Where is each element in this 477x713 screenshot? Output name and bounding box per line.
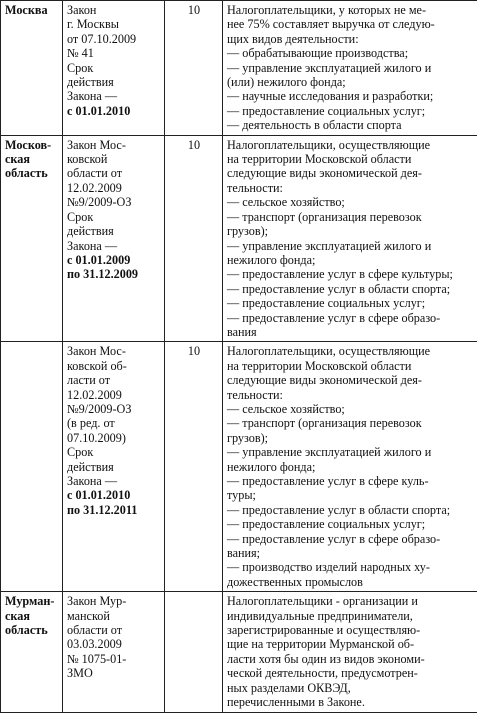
condition-line: — сельское хозяйство; [227, 195, 474, 209]
law-reference-line: Закона — [67, 239, 161, 253]
condition-line: индивидуальные предприниматели, [227, 609, 474, 623]
condition-line: — сельское хозяйство; [227, 402, 474, 416]
condition-line: — предоставление услуг в сфере куль- [227, 474, 474, 488]
law-reference-line: №9/2009-ОЗ [67, 402, 161, 416]
rate-cell: 10 [165, 1, 223, 136]
region-name-line: ская [5, 152, 59, 166]
condition-line: ческой деятельности, предусмотрен- [227, 666, 474, 680]
condition-line: — предоставление услуг в области спорта; [227, 282, 474, 296]
condition-line: ных разделами ОКВЭД, [227, 681, 474, 695]
law-reference-line: Закона — [67, 89, 161, 103]
law-reference-line: Срок [67, 445, 161, 459]
condition-line: туры; [227, 488, 474, 502]
law-reference-line: Закон [67, 3, 161, 17]
law-reference-line: с 01.01.2010 [67, 488, 161, 502]
law-cell [63, 592, 165, 712]
law-reference-line: ковской об- [67, 359, 161, 373]
condition-line: грузов); [227, 431, 474, 445]
condition-line: — транспорт (организация перевозок [227, 416, 474, 430]
region-cell [1, 135, 63, 342]
condition-line: дожественных промыслов [227, 575, 474, 589]
condition-line: — деятельность в области спорта [227, 118, 474, 132]
condition-line: следующие виды экономической дея- [227, 166, 474, 180]
law-reference-line: области от [67, 166, 161, 180]
condition-line: — управление эксплуатацией жилого и [227, 445, 474, 459]
law-reference-line: действия [67, 460, 161, 474]
law-reference-line: Срок [67, 210, 161, 224]
condition-line: — обрабатывающие производства; [227, 46, 474, 60]
law-reference-line: от 07.10.2009 [67, 32, 161, 46]
law-reference-line: с 01.01.2009 [67, 253, 161, 267]
law-reference-line: 07.10.2009) [67, 431, 161, 445]
law-reference-line: № 41 [67, 46, 161, 60]
condition-line: Налогоплательщики, у которых не ме- [227, 3, 474, 17]
rate-cell [165, 592, 223, 712]
condition-line: — предоставление социальных услуг; [227, 104, 474, 118]
law-reference-line: манской [67, 609, 161, 623]
condition-line: ласти хотя бы один из видов экономи- [227, 652, 474, 666]
condition-line: — предоставление социальных услуг; [227, 296, 474, 310]
table-row [1, 342, 477, 592]
law-reference-line: г. Москвы [67, 17, 161, 31]
condition-line: грузов); [227, 224, 474, 238]
condition-line: — производство изделий народных ху- [227, 560, 474, 574]
region-cell [1, 1, 63, 136]
condition-line: тельности: [227, 181, 474, 195]
condition-line: нежилого фонда; [227, 460, 474, 474]
law-reference-line: ласти от [67, 373, 161, 387]
conditions-cell [223, 1, 477, 136]
condition-line: — предоставление услуг в сфере образо- [227, 311, 474, 325]
law-reference-line: 03.03.2009 [67, 637, 161, 651]
condition-line: — транспорт (организация перевозок [227, 210, 474, 224]
law-reference-line: Закон Мур- [67, 594, 161, 608]
law-reference-line: Закона — [67, 474, 161, 488]
region-name-line: область [5, 623, 59, 637]
condition-line: на территории Московской области [227, 359, 474, 373]
region-cell [1, 592, 63, 712]
condition-line: щих видов деятельности: [227, 32, 474, 46]
condition-line: вания [227, 325, 474, 339]
rate-cell: 10 [165, 342, 223, 592]
table-body [1, 1, 477, 713]
law-reference-line: 12.02.2009 [67, 388, 161, 402]
conditions-cell [223, 342, 477, 592]
condition-line: (или) нежилого фонда; [227, 75, 474, 89]
condition-line: — предоставление услуг в сфере культуры; [227, 267, 474, 281]
law-reference-line: (в ред. от [67, 416, 161, 430]
table-row [1, 1, 477, 136]
conditions-cell [223, 135, 477, 342]
condition-line: — управление эксплуатацией жилого и [227, 61, 474, 75]
region-name-line: Москов- [5, 138, 59, 152]
law-reference-line: Срок [67, 61, 161, 75]
condition-line: — предоставление услуг в области спорта; [227, 503, 474, 517]
condition-line: — предоставление социальных услуг; [227, 517, 474, 531]
condition-line: Налогоплательщики, осуществляющие [227, 138, 474, 152]
condition-line: вания; [227, 546, 474, 560]
condition-line: нежилого фонда; [227, 253, 474, 267]
law-cell [63, 1, 165, 136]
law-reference-line: области от [67, 623, 161, 637]
law-reference-line: по 31.12.2009 [67, 267, 161, 281]
law-reference-line: действия [67, 75, 161, 89]
rate-cell: 10 [165, 135, 223, 342]
region-cell [1, 342, 63, 592]
law-cell [63, 135, 165, 342]
condition-line: — научные исследования и разработки; [227, 89, 474, 103]
law-reference-line: ковской [67, 152, 161, 166]
region-name-line: ская [5, 609, 59, 623]
law-reference-line: 12.02.2009 [67, 181, 161, 195]
region-name-line: Мурман- [5, 594, 59, 608]
condition-line: щие на территории Мурманской об- [227, 637, 474, 651]
condition-line: — управление эксплуатацией жилого и [227, 239, 474, 253]
condition-line: нее 75% составляет выручка от следую- [227, 17, 474, 31]
law-reference-line: действия [67, 224, 161, 238]
condition-line: Налогоплательщики - организации и [227, 594, 474, 608]
law-reference-line: по 31.12.2011 [67, 503, 161, 517]
law-reference-line: №9/2009-ОЗ [67, 195, 161, 209]
condition-line: Налогоплательщики, осуществляющие [227, 344, 474, 358]
condition-line: — предоставление услуг в сфере образо- [227, 532, 474, 546]
law-reference-line: № 1075-01- [67, 652, 161, 666]
condition-line: тельности: [227, 388, 474, 402]
law-reference-line: с 01.01.2010 [67, 104, 161, 118]
table-row [1, 592, 477, 712]
table-row [1, 135, 477, 342]
law-cell [63, 342, 165, 592]
condition-line: перечисленными в Законе. [227, 695, 474, 709]
law-reference-line: Закон Мос- [67, 138, 161, 152]
region-name-line: Москва [5, 3, 59, 17]
law-reference-line: ЗМО [67, 666, 161, 680]
condition-line: следующие виды экономической дея- [227, 373, 474, 387]
law-reference-line: Закон Мос- [67, 344, 161, 358]
condition-line: зарегистрированные и осуществляю- [227, 623, 474, 637]
condition-line: на территории Московской области [227, 152, 474, 166]
region-name-line: область [5, 166, 59, 180]
conditions-cell [223, 592, 477, 712]
